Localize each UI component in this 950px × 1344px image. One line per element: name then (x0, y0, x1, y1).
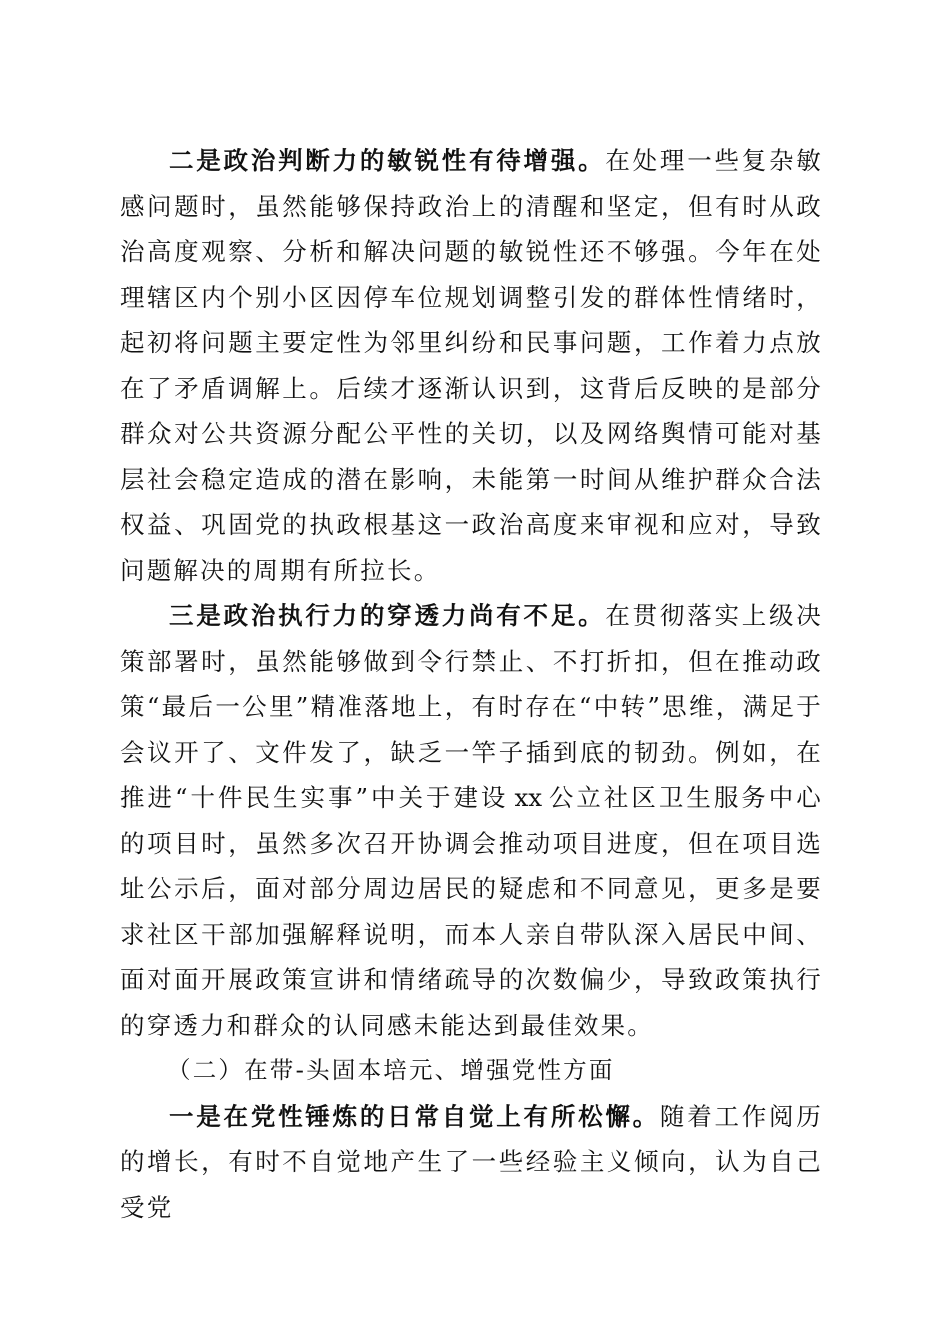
paragraph-lead: 二是政治判断力的敏锐性有待增强。 (169, 146, 606, 175)
paragraph-body: 在贯彻落实上级决策部署时，虽然能够做到令行禁止、不打折扣，但在推动政策“最后一公里”精准落地上，有时存在“中转”思维，满足于会议开了、文件发了，缺乏一竿子插到底的韧劲。例如，在推进“十件民生实事”中关于建设 (120, 601, 823, 812)
paragraph-political-execution (120, 593, 823, 1048)
paragraph-body: 随着工作阅历的增长，有时不自觉地产生了一些经验主义倾向，认为自己受党 (120, 1101, 823, 1222)
paragraph-lead: 一是在党性锤炼的日常自觉上有所松懈。 (169, 1101, 660, 1131)
paragraph-lead: 三是政治执行力的穿透力尚有不足。 (169, 601, 606, 630)
paragraph-body: 在处理一些复杂敏感问题时，虽然能够保持政治上的清醒和坚定，但有时从政治高度观察、分析和解决问题的敏锐性还不够强。今年在处理辖区内个别小区因停车位规划调整引发的群体性情绪时，起初将问题主要定性为邻里纠纷和民事问题，工作着力点放在了矛盾调解上。后续才逐渐认识到，这背后反映的是部分群众对公共资源分配公平性的关切，以及网络舆情可能对基层社会稳定造成的潜在影响，未能第一时间从维护群众合法权益、巩固党的执政根基这一政治高度来审视和应对，导致问题解决的周期有所拉长。 (120, 146, 823, 585)
placeholder-text: xx (514, 783, 543, 812)
paragraph-political-judgment (120, 138, 823, 593)
section-heading: （二）在带-头固本培元、增强党性方面 (167, 1056, 615, 1084)
document-page (120, 138, 823, 1230)
paragraph-body-continued: 公立社区卫生服务中心的项目时，虽然多次召开协调会推动项目进度，但在项目选址公示后，面对部分周边居民的疑虑和不同意见，更多是要求社区干部加强解释说明，而本人亲自带队深入居民中间、面对面开展政策宣讲和情绪疏导的次数偏少，导致政策执行的穿透力和群众的认同感未能达到最佳效果。 (120, 783, 823, 1040)
paragraph-party-spirit (120, 1094, 823, 1231)
